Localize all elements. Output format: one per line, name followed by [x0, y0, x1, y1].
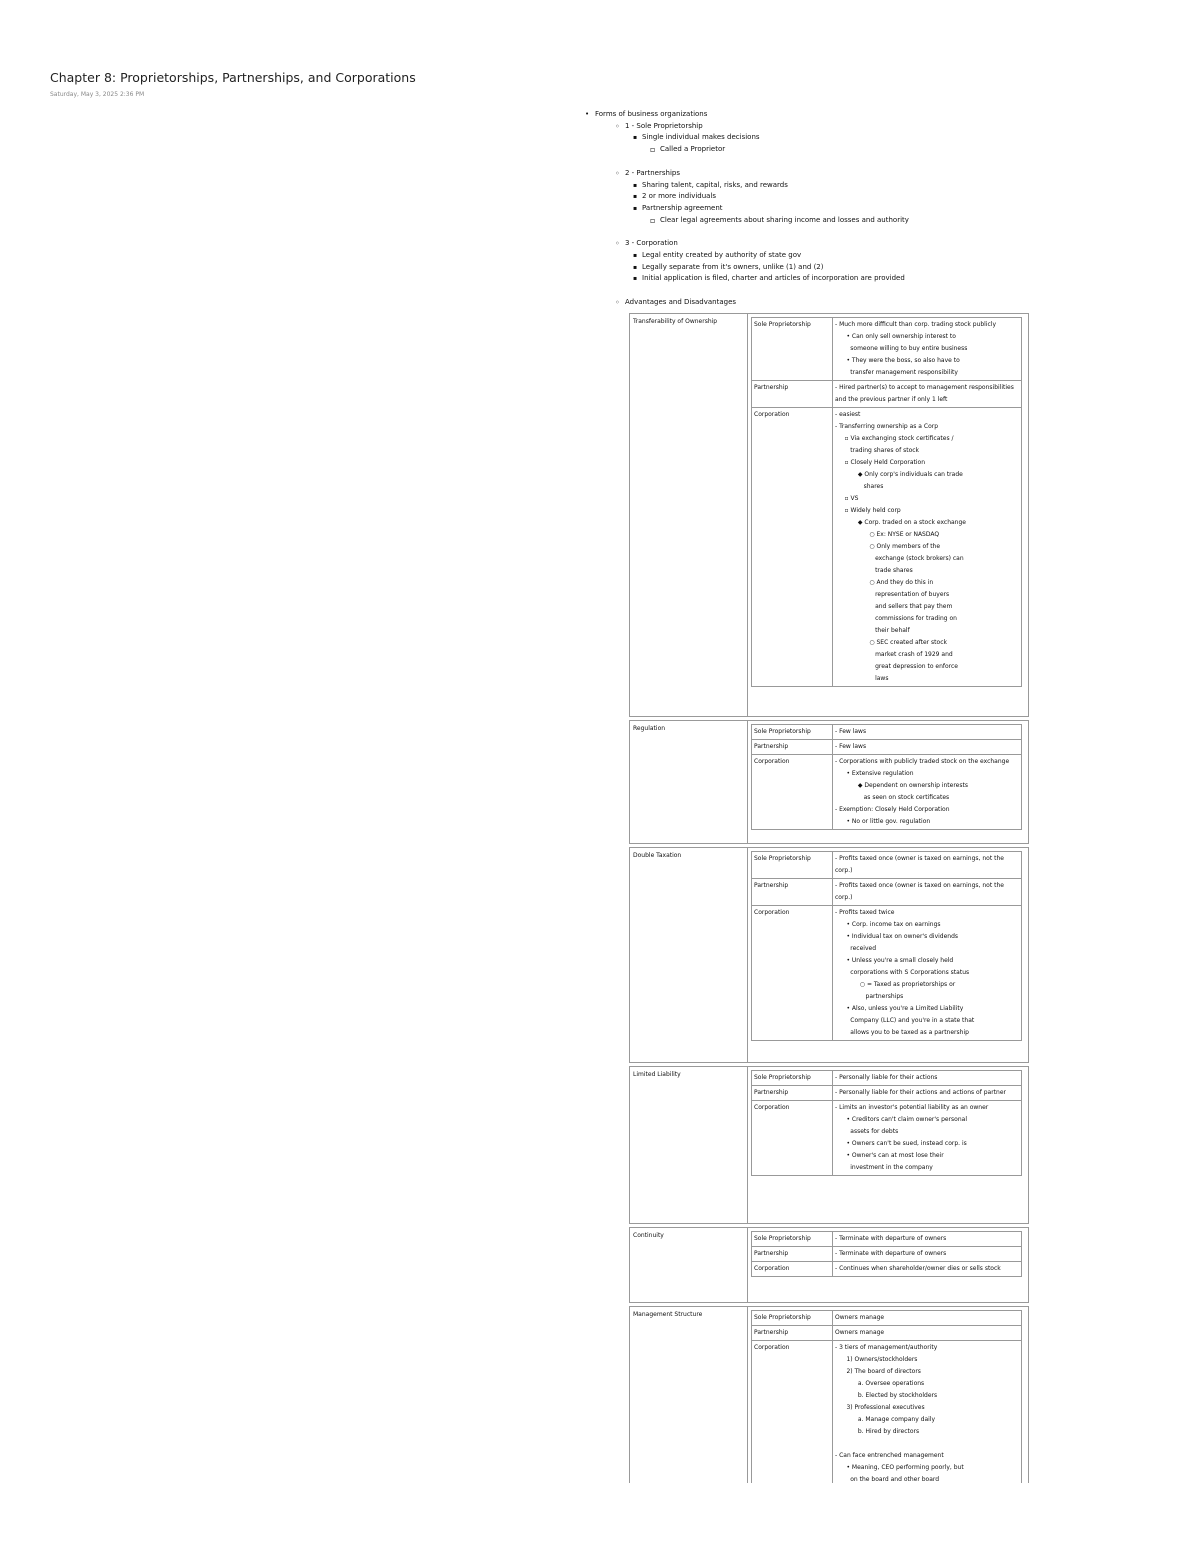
outline-subitem [642, 215, 1033, 227]
detail-text: - 3 tiers of management/authority 1) Owners/stockholders 2) The board of directors a. Oversee operations b. Elected by stockholders 3) Professional executives a. Manage company daily b. Hired by directors - Can face entrenched management • Meaning, CEO performing poorly, but on the board and other board [835, 1344, 964, 1483]
table-row [752, 1311, 1022, 1326]
page-title: Chapter 8: Proprietorships, Partnerships, and Corporations [50, 70, 416, 85]
detail-cell [833, 740, 1022, 755]
form-cell: Sole Proprietorship [752, 1311, 833, 1326]
detail-text: - Few laws [835, 743, 867, 750]
table-row [752, 852, 1022, 879]
form-cell: Corporation [752, 1262, 833, 1277]
form-cell: Corporation [752, 755, 833, 830]
outline-item [625, 180, 1033, 192]
table-row [752, 1071, 1022, 1086]
row-limited-liability [629, 1066, 1029, 1224]
outline-advantages [595, 297, 1033, 309]
detail-text: Owners manage [835, 1329, 885, 1336]
row-label: Double Taxation [633, 852, 682, 859]
form-cell: Corporation [752, 906, 833, 1041]
detail-cell [833, 408, 1022, 687]
detail-cell [833, 1247, 1022, 1262]
detail-text: - Terminate with departure of owners [835, 1250, 947, 1257]
table-row [752, 408, 1022, 687]
detail-cell [833, 1071, 1022, 1086]
detail-text: - Corporations with publicly traded stock on the exchange • Extensive regulation ◆ Dependent on ownership interests as seen on stock certificates - Exemption: Closely Held Corporation • No or little gov. regulation [835, 758, 1010, 825]
table-row [752, 740, 1022, 755]
outline-item [625, 262, 1033, 274]
inner-table [751, 317, 1022, 687]
inner-table [751, 1070, 1022, 1176]
inner-table [751, 724, 1022, 830]
detail-cell [833, 906, 1022, 1041]
row-regulation [629, 720, 1029, 844]
outline-item [625, 250, 1033, 262]
outline-item-text: Sharing talent, capital, risks, and rewards [642, 180, 788, 189]
table-row [752, 1086, 1022, 1101]
form-cell: Sole Proprietorship [752, 1232, 833, 1247]
detail-cell [833, 1311, 1022, 1326]
detail-text: - Profits taxed once (owner is taxed on earnings, not the corp.) [835, 855, 1006, 874]
detail-cell [833, 381, 1022, 408]
detail-text: - Profits taxed twice • Corp. income tax on earnings • Individual tax on owner's dividends received • Unless you're a small closely held corporations with S Corporations status ○ = Taxed as proprietorships or partnerships • Also, unless you're a Limited Liability Company (LLC) and you're in a state that allows you to be taxed as a partnership [835, 909, 975, 1036]
outline-advantages-label: Advantages and Disadvantages [625, 298, 737, 307]
detail-cell [833, 1341, 1022, 1484]
row-label: Limited Liability [633, 1071, 681, 1078]
outline-sole-label: 1 - Sole Proprietorship [625, 121, 703, 130]
outline-partnerships-label: 2 - Partnerships [625, 168, 680, 177]
inner-table [751, 851, 1022, 1041]
detail-cell [833, 318, 1022, 381]
comparison-table [629, 313, 1029, 1483]
table-row [752, 755, 1022, 830]
detail-cell [833, 1086, 1022, 1101]
form-cell: Sole Proprietorship [752, 725, 833, 740]
detail-cell [833, 755, 1022, 830]
detail-text: - Limits an investor's potential liability as an owner • Creditors can't claim owner's personal assets for debts • Owners can't be sued, instead corp. is • Owner's can at most lose their investment in the company [835, 1104, 989, 1171]
detail-cell [833, 879, 1022, 906]
outline-item [625, 191, 1033, 203]
inner-table [751, 1310, 1022, 1483]
notes-outline [583, 109, 1033, 309]
form-cell: Partnership [752, 740, 833, 755]
table-row [752, 879, 1022, 906]
detail-text: - Personally liable for their actions [835, 1074, 938, 1081]
form-cell: Sole Proprietorship [752, 1071, 833, 1086]
row-management [629, 1306, 1029, 1483]
inner-table [751, 1231, 1022, 1277]
table-row [752, 318, 1022, 381]
outline-partnerships [595, 168, 1033, 239]
form-cell: Corporation [752, 1341, 833, 1484]
form-cell: Sole Proprietorship [752, 318, 833, 381]
detail-text: - Hired partner(s) to accept to management responsibilities and the previous partner if only 1 left [835, 384, 1016, 403]
outline-item-text: Legal entity created by authority of state gov [642, 251, 802, 260]
outline-item-text: Legally separate from it's owners, unlike (1) and (2) [642, 262, 824, 271]
table-row [752, 381, 1022, 408]
detail-text: Owners manage [835, 1314, 885, 1321]
row-continuity [629, 1227, 1029, 1303]
outline-item-text: 2 or more individuals [642, 192, 717, 201]
form-cell: Sole Proprietorship [752, 852, 833, 879]
detail-text: - Much more difficult than corp. trading stock publicly • Can only sell ownership interest to someone willing to buy entire business • They were the boss, so also have to transfer management responsibility [835, 321, 997, 376]
row-double-taxation [629, 847, 1029, 1063]
table-row [752, 725, 1022, 740]
row-label: Regulation [633, 725, 666, 732]
detail-text: - easiest - Transferring ownership as a Corp ▫ Via exchanging stock certificates / trading shares of stock ▫ Closely Held Corporation ◆ Only corp's individuals can trade shares ▫ VS ▫ Widely held corp ◆ Corp. traded on a stock exchange ○ Ex: NYSE or NASDAQ ○ Only members of the exchange (stock brokers) can trade shares ○ And they do this in representation of buyers and sellers that pay them commissions for trading on their behalf ○ SEC created after stock market crash of 1929 and great depression to enforce laws [835, 411, 966, 682]
table-row [752, 1232, 1022, 1247]
form-cell: Partnership [752, 1247, 833, 1262]
page-date: Saturday, May 3, 2025 2:36 PM [50, 91, 145, 98]
detail-text: - Profits taxed once (owner is taxed on earnings, not the corp.) [835, 882, 1006, 901]
table-row [752, 1326, 1022, 1341]
form-cell: Corporation [752, 1101, 833, 1176]
outline-corporation [595, 238, 1033, 297]
row-label: Management Structure [633, 1311, 703, 1318]
outline-root-text: Forms of business organizations [595, 110, 708, 118]
outline-subitem [642, 144, 1033, 156]
detail-text: - Personally liable for their actions and actions of partner [835, 1089, 1006, 1096]
row-label: Transferability of Ownership [633, 318, 718, 325]
outline-subitem-text: Clear legal agreements about sharing income and losses and authority [660, 215, 909, 224]
form-cell: Partnership [752, 879, 833, 906]
detail-cell [833, 1232, 1022, 1247]
detail-text: - Few laws [835, 728, 867, 735]
detail-text: - Terminate with departure of owners [835, 1235, 947, 1242]
detail-cell [833, 852, 1022, 879]
table-row [752, 1341, 1022, 1484]
table-row [752, 1247, 1022, 1262]
detail-text: - Continues when shareholder/owner dies or sells stock [835, 1265, 1001, 1272]
outline-item [625, 273, 1033, 285]
form-cell: Partnership [752, 381, 833, 408]
outline-item-text: Initial application is filed, charter and articles of incorporation are provided [642, 274, 905, 283]
detail-cell [833, 725, 1022, 740]
outline-item-text: Partnership agreement [642, 203, 723, 212]
outline-subitem-text: Called a Proprietor [660, 145, 726, 154]
table-row [752, 1101, 1022, 1176]
row-label: Continuity [633, 1232, 664, 1239]
table-row [752, 1262, 1022, 1277]
form-cell: Corporation [752, 408, 833, 687]
table-row [752, 906, 1022, 1041]
outline-item-text: Single individual makes decisions [642, 133, 760, 142]
detail-cell [833, 1262, 1022, 1277]
outline-root [583, 109, 1033, 309]
outline-item [625, 203, 1033, 226]
outline-corporation-label: 3 - Corporation [625, 239, 678, 248]
outline-item [625, 132, 1033, 155]
detail-cell [833, 1101, 1022, 1176]
outline-sole [595, 121, 1033, 168]
form-cell: Partnership [752, 1086, 833, 1101]
form-cell: Partnership [752, 1326, 833, 1341]
detail-cell [833, 1326, 1022, 1341]
row-transferability [629, 313, 1029, 717]
